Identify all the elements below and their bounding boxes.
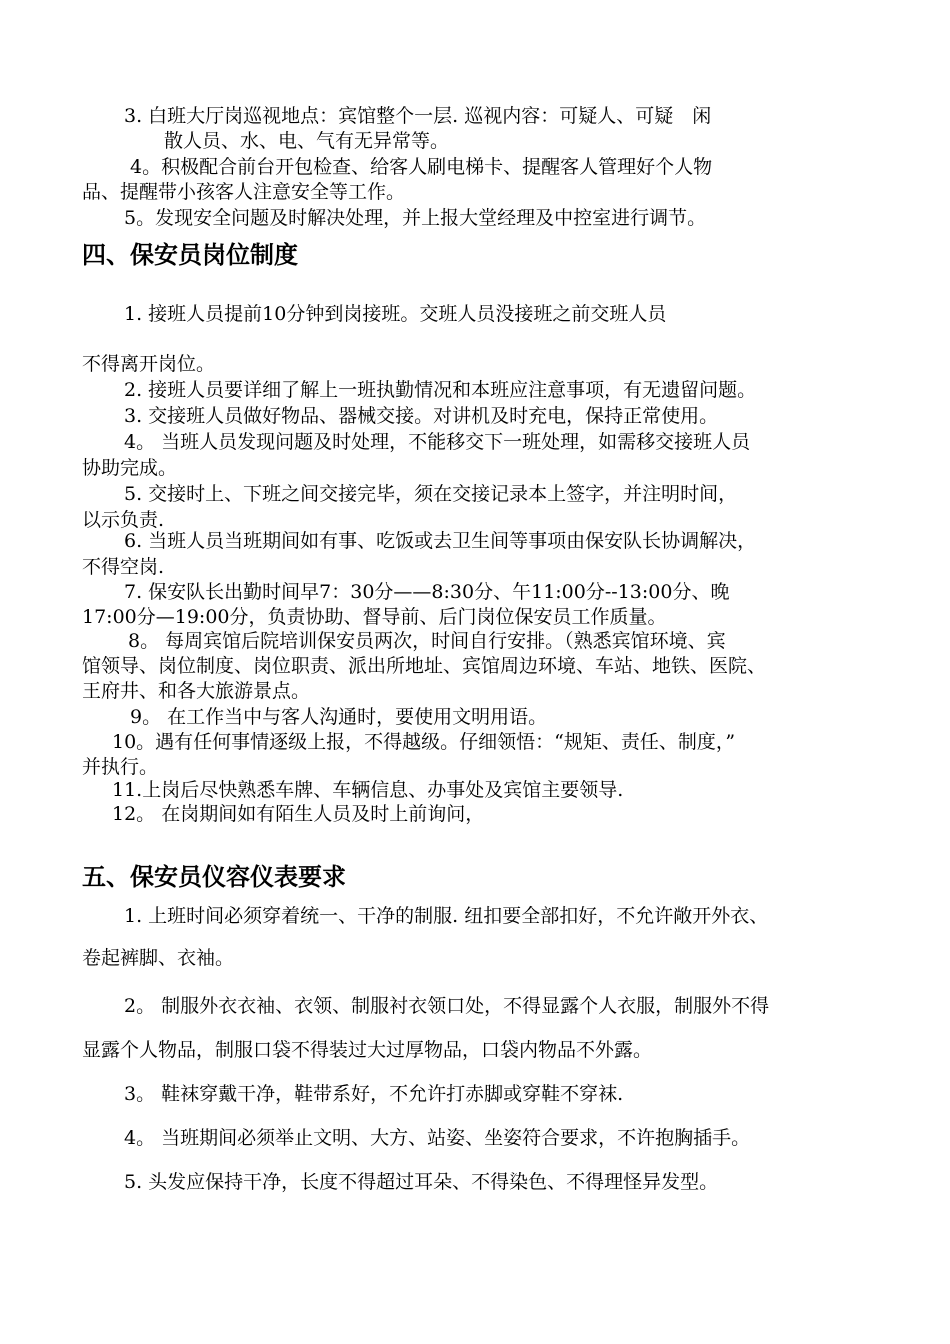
- sec4-item-7b: 17:00分—19:00分，负责协助、督导前、后门岗位保安员工作质量。: [82, 606, 667, 628]
- sec4-item-10b: 并执行。: [82, 756, 159, 778]
- sec4-item-1a: 1. 接班人员提前10分钟到岗接班。交班人员没接班之前交班人员: [124, 303, 667, 325]
- sec4-item-3: 3. 交接班人员做好物品、器械交接。对讲机及时充电，保持正常使用。: [124, 405, 719, 427]
- sec5-item-1a: 1. 上班时间必须穿着统一、干净的制服. 纽扣要全部扣好，不允许敞开外衣、: [124, 905, 769, 927]
- sec4-item-1b: 不得离开岗位。: [82, 353, 216, 375]
- sec5-item-5: 5. 头发应保持干净，长度不得超过耳朵、不得染色、不得理怪异发型。: [124, 1171, 719, 1193]
- sec4-item-5a: 5. 交接时上、下班之间交接完毕，须在交接记录本上签字，并注明时间，: [124, 483, 738, 505]
- sec4-item-8a: 8。 每周宾馆后院培训保安员两次，时间自行安排。（熟悉宾馆环境、宾: [128, 630, 726, 652]
- sec4-item-4a: 4。 当班人员发现问题及时处理，不能移交下一班处理，如需移交接班人员: [124, 431, 751, 453]
- top-line-4: 品、提醒带小孩客人注意安全等工作。: [82, 181, 406, 203]
- sec4-item-6b: 不得空岗.: [82, 556, 165, 578]
- sec4-item-9: 9。 在工作当中与客人沟通时，要使用文明用语。: [130, 706, 548, 728]
- top-line-2: 散人员、水、电、气有无异常等。: [164, 130, 450, 152]
- sec4-item-7a: 7. 保安队长出勤时间早7：30分——8:30分、午11:00分--13:00分、晚: [124, 581, 730, 603]
- top-line-5: 5。发现安全问题及时解决处理，并上报大堂经理及中控室进行调节。: [124, 207, 707, 229]
- sec4-item-8b: 馆领导、岗位制度、岗位职责、派出所地址、宾馆周边环境、车站、地铁、医院、: [82, 655, 767, 677]
- sec5-item-3: 3。 鞋袜穿戴干净，鞋带系好，不允许打赤脚或穿鞋不穿袜.: [124, 1083, 624, 1105]
- section-5-heading: 五、保安员仪容仪表要求: [82, 863, 346, 891]
- sec4-item-8c: 王府井、和各大旅游景点。: [82, 680, 311, 702]
- sec5-item-1b: 卷起裤脚、衣袖。: [82, 947, 235, 969]
- sec5-item-2a: 2。 制服外衣衣袖、衣领、制服衬衣领口处，不得显露个人衣服，制服外不得: [124, 995, 770, 1017]
- top-line-1: 3. 白班大厅岗巡视地点：宾馆整个一层. 巡视内容：可疑人、可疑 闲: [124, 105, 712, 127]
- sec4-item-11: 11.上岗后尽快熟悉车牌、车辆信息、办事处及宾馆主要领导.: [112, 779, 624, 801]
- sec5-item-4: 4。 当班期间必须举止文明、大方、站姿、坐姿符合要求，不许抱胸插手。: [124, 1127, 751, 1149]
- section-4-heading: 四、保安员岗位制度: [82, 241, 298, 269]
- sec5-item-2b: 显露个人物品，制服口袋不得装过大过厚物品，口袋内物品不外露。: [82, 1039, 653, 1061]
- sec4-item-4b: 协助完成。: [82, 457, 178, 479]
- sec4-item-10a: 10。遇有任何事情逐级上报，不得越级。仔细领悟：“规矩、责任、制度，”: [112, 731, 736, 753]
- sec4-item-12: 12。 在岗期间如有陌生人员及时上前询问，: [112, 803, 485, 825]
- top-line-3: 4。积极配合前台开包检查、给客人刷电梯卡、提醒客人管理好个人物: [130, 156, 713, 178]
- sec4-item-5b: 以示负责.: [82, 509, 165, 531]
- sec4-item-6a: 6. 当班人员当班期间如有事、吃饭或去卫生间等事项由保安队长协调解决，: [124, 530, 757, 552]
- sec4-item-2: 2. 接班人员要详细了解上一班执勤情况和本班应注意事项，有无遗留问题。: [124, 379, 757, 401]
